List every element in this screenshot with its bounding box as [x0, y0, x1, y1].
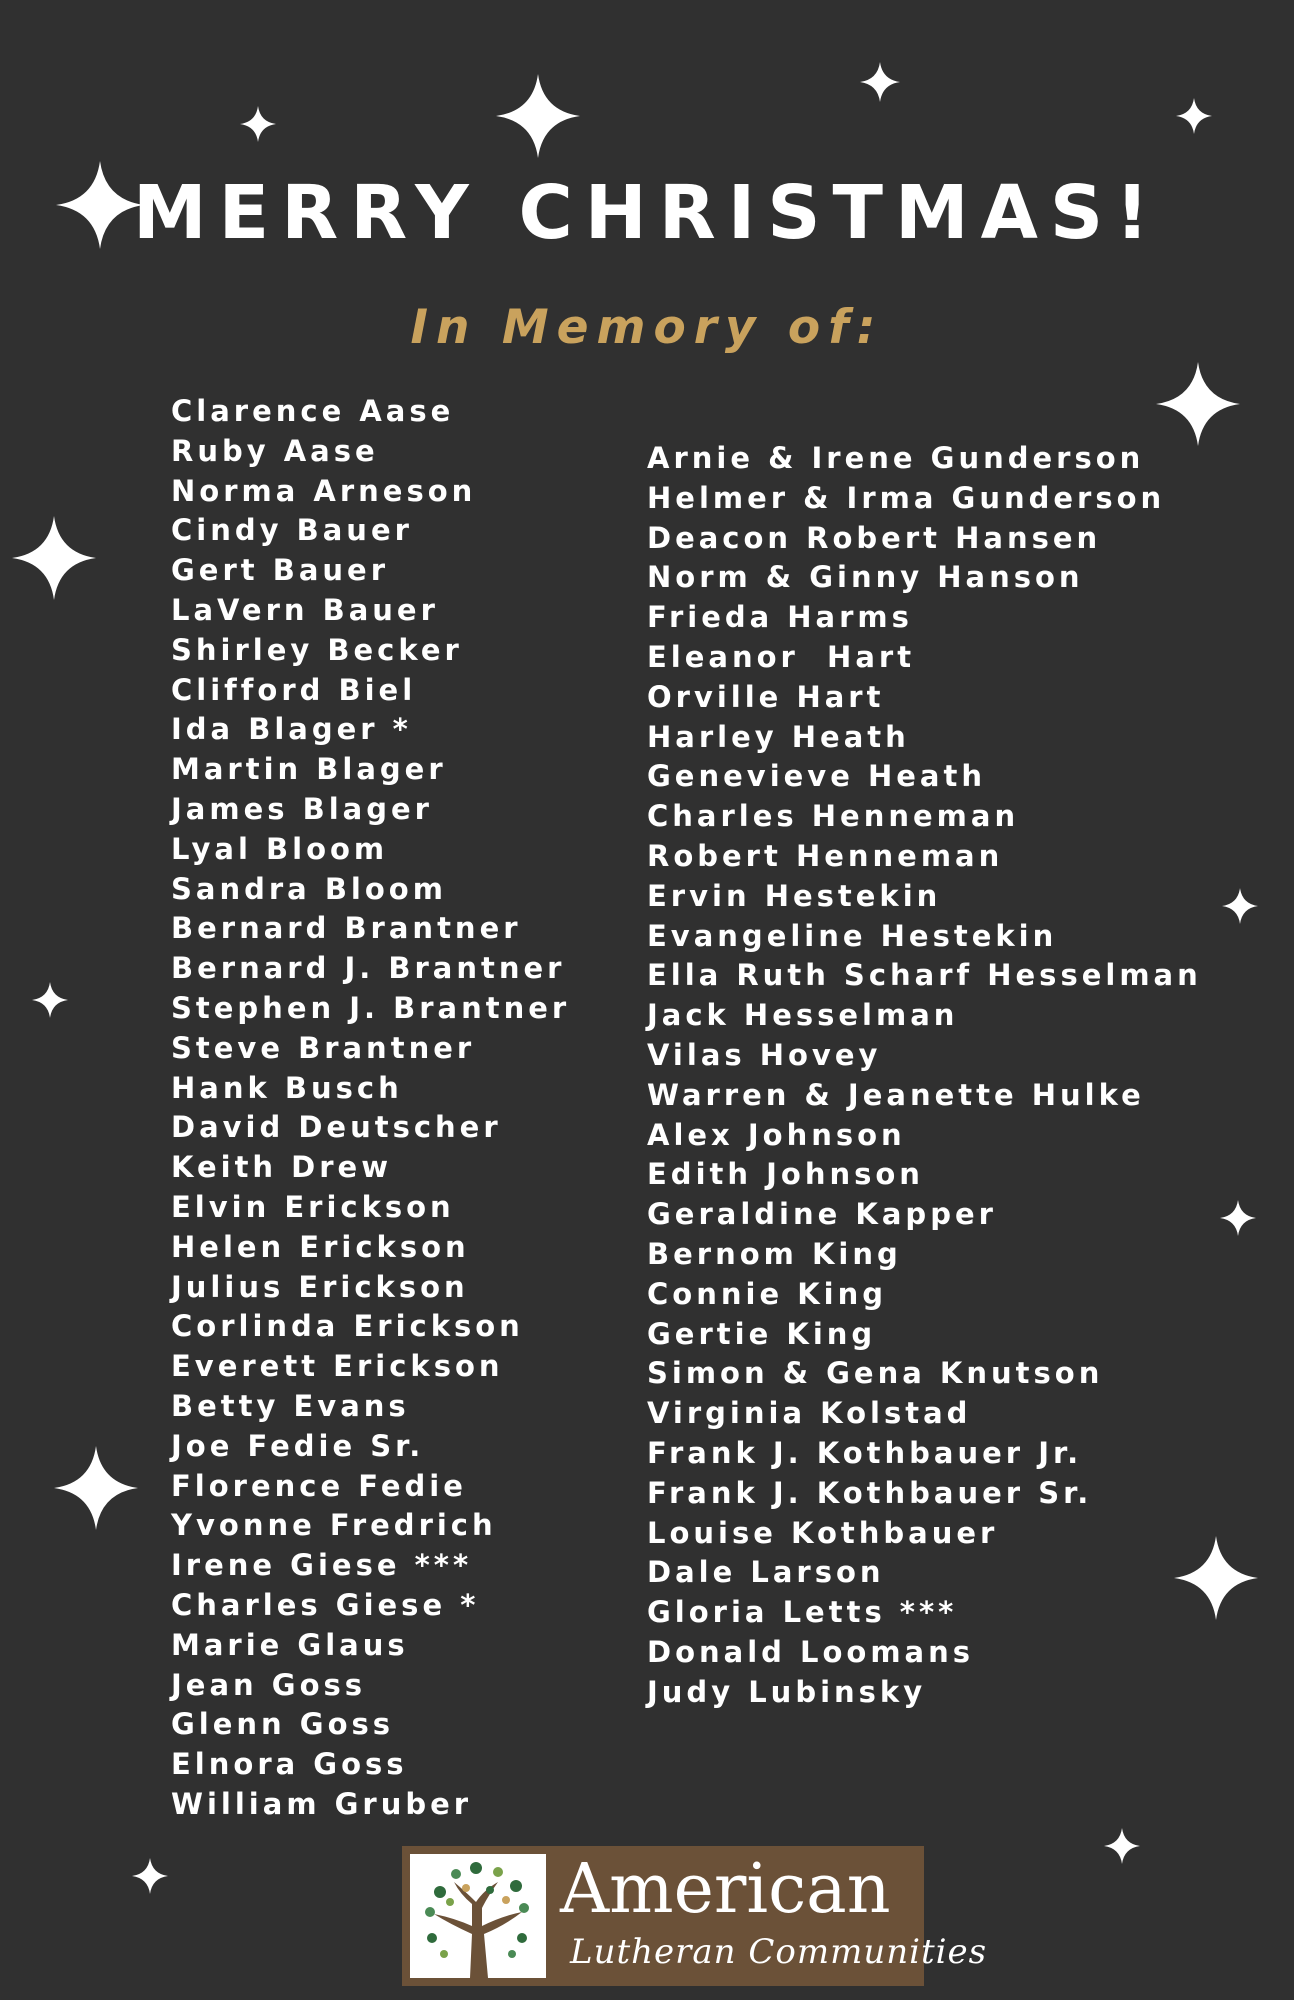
name-item: Yvonne Fredrich: [171, 1508, 497, 1543]
name-item: David Deutscher: [171, 1110, 502, 1145]
name-item: Eleanor Hart: [647, 639, 916, 674]
name-item: Deacon Robert Hansen: [647, 520, 1102, 555]
name-item: Ella Ruth Scharf Hesselman: [647, 958, 1202, 993]
name-item: Everett Erickson: [171, 1349, 504, 1384]
name-item: Keith Drew: [171, 1150, 393, 1185]
name-item: Betty Evans: [171, 1388, 410, 1423]
name-item: James Blager: [171, 791, 433, 826]
name-item: Edith Johnson: [647, 1157, 924, 1192]
name-item: Irene Giese ***: [171, 1548, 473, 1583]
name-item: Gert Bauer: [171, 553, 390, 588]
name-item: Marie Glaus: [171, 1627, 409, 1662]
name-item: Hank Busch: [171, 1070, 403, 1105]
logo-tagline: Lutheran Communities: [570, 1932, 988, 1972]
name-item: Corlinda Erickson: [171, 1309, 524, 1344]
name-item: Jack Hesselman: [647, 998, 959, 1033]
name-item: Bernom King: [647, 1236, 902, 1271]
name-item: Orville Hart: [647, 679, 885, 714]
name-item: Robert Henneman: [647, 838, 1004, 873]
name-item: Joe Fedie Sr.: [171, 1428, 425, 1463]
name-item: Genevieve Heath: [647, 759, 986, 794]
name-item: Cindy Bauer: [171, 513, 413, 548]
name-item: Ida Blager *: [171, 712, 412, 747]
names-list-left: [171, 392, 570, 1825]
name-item: Charles Giese *: [171, 1587, 480, 1622]
name-item: Ervin Hestekin: [647, 878, 942, 913]
page-subtitle: In Memory of:: [410, 300, 884, 355]
name-item: Charles Henneman: [647, 799, 1020, 834]
name-item: Frieda Harms: [647, 600, 913, 635]
name-item: Simon & Gena Knutson: [647, 1356, 1104, 1391]
name-item: Bernard J. Brantner: [171, 951, 566, 986]
sparkle-icon: [496, 74, 580, 158]
name-item: Shirley Becker: [171, 632, 463, 667]
name-item: Gertie King: [647, 1316, 877, 1351]
name-item: Arnie & Irene Gunderson: [647, 441, 1145, 475]
name-item: Julius Erickson: [171, 1269, 469, 1304]
name-item: LaVern Bauer: [171, 592, 439, 627]
name-item: Elnora Goss: [171, 1747, 408, 1782]
name-item: Clarence Aase: [171, 394, 455, 428]
name-item: Steve Brantner: [171, 1030, 476, 1065]
sparkle-icon: [1222, 888, 1258, 924]
name-item: Glenn Goss: [171, 1707, 395, 1742]
name-item: Connie King: [647, 1276, 888, 1311]
name-item: Frank J. Kothbauer Jr.: [647, 1435, 1083, 1470]
name-item: Virginia Kolstad: [647, 1396, 972, 1431]
name-item: Norma Arneson: [171, 473, 477, 508]
sparkle-icon: [1220, 1200, 1256, 1236]
sparkle-icon: [860, 62, 900, 102]
name-item: Jean Goss: [171, 1667, 367, 1702]
name-item: Dale Larson: [647, 1555, 885, 1590]
name-item: Stephen J. Brantner: [171, 990, 571, 1025]
page-title: MERRY CHRISTMAS!: [133, 170, 1161, 256]
sparkle-icon: [1104, 1828, 1140, 1864]
sparkle-icon: [56, 161, 144, 249]
name-item: Donald Loomans: [647, 1634, 975, 1669]
name-item: Frank J. Kothbauer Sr.: [647, 1475, 1093, 1510]
name-item: Ruby Aase: [171, 433, 379, 468]
sparkle-icon: [1174, 1536, 1258, 1620]
name-item: Bernard Brantner: [171, 911, 522, 946]
name-item: Warren & Jeanette Hulke: [647, 1077, 1145, 1112]
name-item: Gloria Letts ***: [647, 1595, 958, 1630]
name-item: Harley Heath: [647, 719, 910, 754]
name-item: Helen Erickson: [171, 1229, 470, 1264]
tree-icon: [410, 1854, 546, 1978]
name-item: Geraldine Kapper: [647, 1197, 997, 1232]
sparkle-icon: [1176, 98, 1212, 134]
name-item: Evangeline Hestekin: [647, 918, 1058, 953]
name-item: William Gruber: [171, 1786, 473, 1821]
name-item: Martin Blager: [171, 752, 447, 787]
name-item: Judy Lubinsky: [647, 1674, 927, 1709]
name-item: Sandra Bloom: [171, 871, 447, 906]
name-item: Louise Kothbauer: [647, 1515, 999, 1550]
sparkle-icon: [240, 106, 276, 142]
sparkle-icon: [32, 982, 68, 1018]
name-item: Elvin Erickson: [171, 1189, 455, 1224]
sparkle-icon: [54, 1446, 138, 1530]
name-item: Alex Johnson: [647, 1117, 906, 1152]
sparkle-icon: [132, 1858, 168, 1894]
name-item: Lyal Bloom: [171, 831, 389, 866]
logo: [402, 1846, 988, 1986]
name-item: Florence Fedie: [171, 1468, 467, 1503]
name-item: Vilas Hovey: [647, 1037, 882, 1072]
sparkle-icon: [12, 516, 96, 600]
name-item: Helmer & Irma Gunderson: [647, 480, 1166, 515]
name-item: Norm & Ginny Hanson: [647, 560, 1084, 595]
names-list-right: [647, 439, 1202, 1713]
sparkle-icon: [1156, 362, 1240, 446]
logo-wordmark: American: [560, 1850, 891, 1929]
name-item: Clifford Biel: [171, 672, 417, 707]
